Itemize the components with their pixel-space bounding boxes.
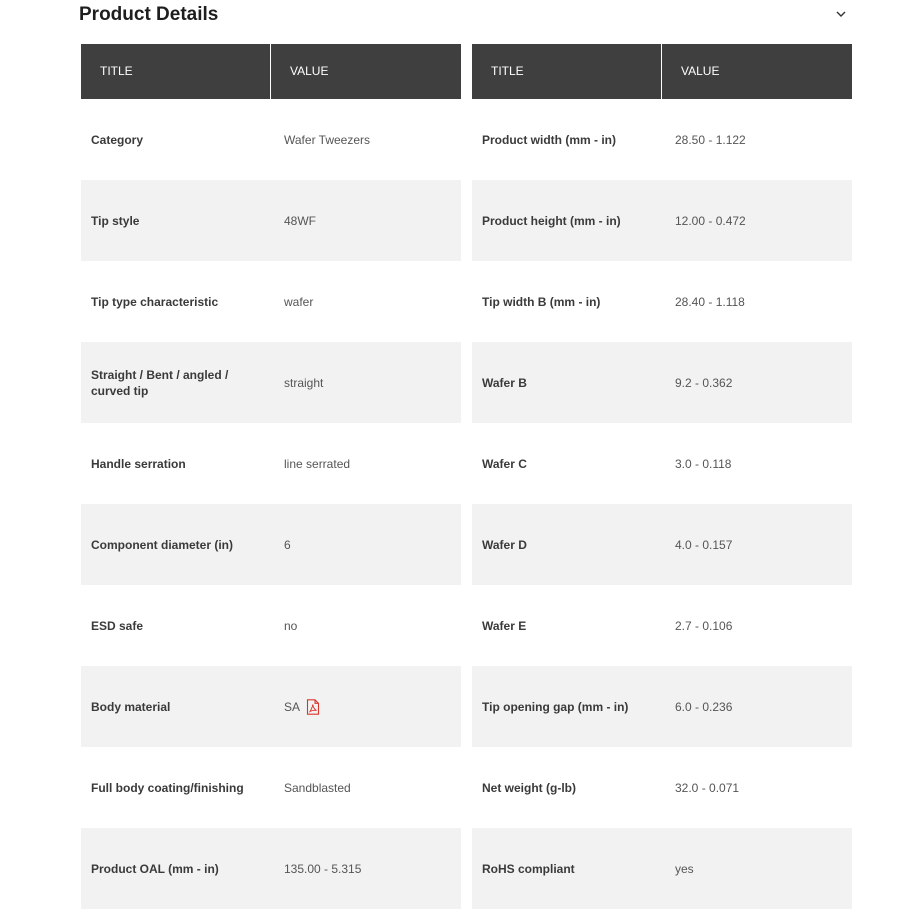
table-row <box>472 261 852 342</box>
spec-value-text: 6.0 - 0.236 <box>675 699 733 714</box>
spec-title: Tip width B (mm - in) <box>482 294 601 309</box>
spec-title: Straight / Bent / angled / curved tip <box>91 367 229 398</box>
column-header-value: VALUE <box>681 64 720 78</box>
spec-value-text: 9.2 - 0.362 <box>675 375 733 390</box>
spec-value-text: 6 <box>284 537 291 552</box>
spec-value-text: 48WF <box>284 213 317 228</box>
spec-title: Body material <box>91 699 171 714</box>
chevron-down-icon[interactable] <box>834 7 848 21</box>
column-header-title: TITLE <box>472 44 662 99</box>
spec-title: Wafer B <box>482 375 527 390</box>
section-title: Product Details <box>79 4 219 25</box>
table-body <box>81 99 461 909</box>
column-header-title: TITLE <box>81 44 271 99</box>
product-details-header[interactable] <box>79 0 849 30</box>
spec-title: Net weight (g-lb) <box>482 780 576 795</box>
table-row <box>472 504 852 585</box>
spec-value <box>665 537 852 553</box>
table-row <box>472 828 852 909</box>
spec-value <box>665 780 852 796</box>
spec-value-text: 2.7 - 0.106 <box>675 618 733 633</box>
spec-value <box>665 213 852 229</box>
spec-title: Tip opening gap (mm - in) <box>482 699 629 714</box>
spec-value <box>274 780 461 796</box>
spec-value <box>665 132 852 148</box>
spec-title: Component diameter (in) <box>91 537 234 552</box>
table-row <box>472 423 852 504</box>
spec-value <box>274 699 461 715</box>
spec-value <box>665 618 852 634</box>
spec-value-text: Wafer Tweezers <box>284 132 371 147</box>
spec-title: Product OAL (mm - in) <box>91 861 219 876</box>
spec-value-text: 28.50 - 1.122 <box>675 132 746 147</box>
spec-title: ESD safe <box>91 618 144 633</box>
spec-value-text: 12.00 - 0.472 <box>675 213 746 228</box>
table-header <box>472 44 852 99</box>
spec-value-text: 4.0 - 0.157 <box>675 537 733 552</box>
pdf-icon[interactable] <box>306 699 320 715</box>
spec-value-text: yes <box>675 861 694 876</box>
spec-title: Category <box>91 132 144 147</box>
spec-value-text: line serrated <box>284 456 351 471</box>
table-row <box>472 99 852 180</box>
table-row <box>472 585 852 666</box>
table-row <box>81 261 461 342</box>
table-row <box>81 99 461 180</box>
table-row <box>81 504 461 585</box>
table-row <box>472 747 852 828</box>
spec-title: Wafer C <box>482 456 527 471</box>
table-row <box>472 180 852 261</box>
spec-value-text: 28.40 - 1.118 <box>675 294 745 309</box>
spec-value <box>665 699 852 715</box>
table-header <box>81 44 461 99</box>
spec-value <box>274 375 461 391</box>
table-row <box>81 666 461 747</box>
column-header-value: VALUE <box>290 64 329 78</box>
spec-title: Tip style <box>91 213 140 228</box>
spec-value-text: Sandblasted <box>284 780 351 795</box>
spec-title: Wafer E <box>482 618 527 633</box>
spec-value <box>274 456 461 472</box>
table-row <box>81 180 461 261</box>
table-row <box>81 747 461 828</box>
spec-title: Full body coating/finishing <box>91 780 244 795</box>
table-row <box>81 423 461 504</box>
spec-title: Wafer D <box>482 537 527 552</box>
spec-value <box>665 861 852 877</box>
spec-value-text: no <box>284 618 298 633</box>
spec-value-text: wafer <box>284 294 314 309</box>
spec-title: RoHS compliant <box>482 861 575 876</box>
spec-value <box>274 618 461 634</box>
spec-value-text: 32.0 - 0.071 <box>675 780 740 795</box>
table-row <box>81 585 461 666</box>
specs-table-right <box>472 44 852 909</box>
spec-value <box>274 861 461 877</box>
table-row <box>472 342 852 423</box>
spec-value <box>665 375 852 391</box>
spec-value-text: 3.0 - 0.118 <box>675 456 732 471</box>
spec-title: Handle serration <box>91 456 186 471</box>
spec-title: Product width (mm - in) <box>482 132 616 147</box>
table-body <box>472 99 852 909</box>
spec-value <box>665 456 852 472</box>
spec-title: Product height (mm - in) <box>482 213 621 228</box>
spec-value <box>274 294 461 310</box>
spec-value-text: 135.00 - 5.315 <box>284 861 362 876</box>
spec-value-text: SA <box>284 699 301 714</box>
spec-title: Tip type characteristic <box>91 294 219 309</box>
spec-value <box>274 213 461 229</box>
specs-table-left <box>81 44 461 909</box>
table-row <box>81 342 461 423</box>
spec-value-text: straight <box>284 375 324 390</box>
spec-value <box>274 132 461 148</box>
table-row <box>472 666 852 747</box>
spec-value <box>274 537 461 553</box>
table-row <box>81 828 461 909</box>
spec-value <box>665 294 852 310</box>
